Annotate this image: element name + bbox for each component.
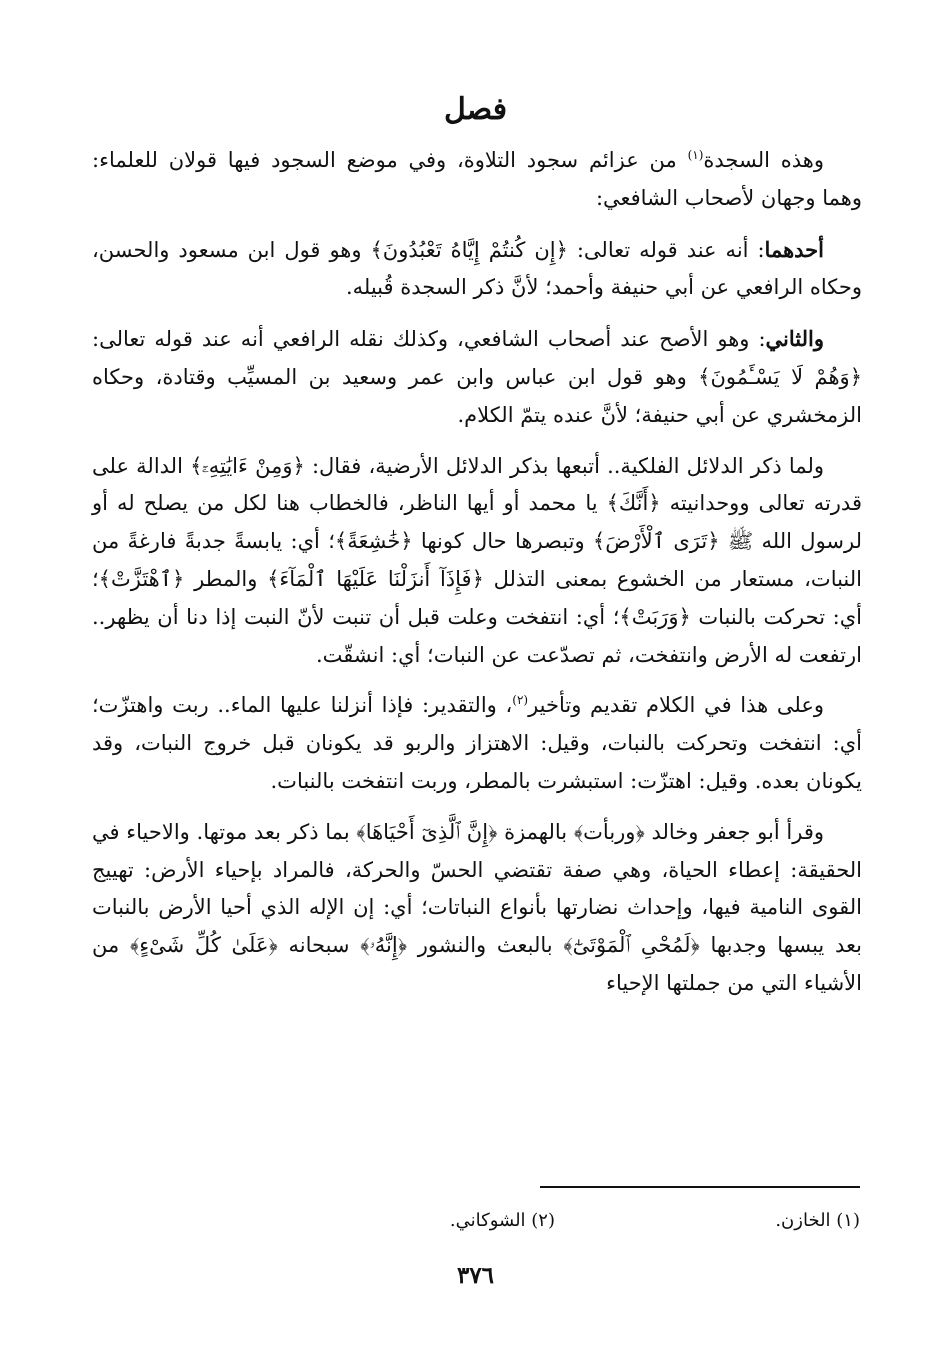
paragraph-1-text-b: من عزائم سجود التلاوة، وفي موضع السجود فيها قولان للعلماء: وهما وجهان لأصحاب الشافعي:	[92, 148, 862, 210]
page-number: ٣٧٦	[456, 1262, 495, 1289]
paragraph-2-lead: أحدهما	[764, 236, 824, 262]
section-title: فصل	[443, 92, 508, 127]
footnote-divider	[540, 1186, 860, 1188]
footnote-2: (٢) الشوكاني.	[449, 1210, 555, 1231]
main-text	[92, 142, 862, 1016]
paragraph-1-text-a: وهذه السجدة	[703, 148, 824, 172]
paragraph-5-text-a: وعلى هذا في الكلام تقديم وتأخير	[528, 693, 824, 718]
paragraph-1	[92, 142, 862, 218]
paragraph-4: ولما ذكر الدلائل الفلكية.. أتبعها بذكر الدلائل الأرضية، فقال: ﴿وَمِنْ ءَايَٰتِهِۦٓ﴾ الدالة على قدرته تعالى ووحدانيته ﴿أَنَّكَ﴾ يا محمد أو أيها الناظر، فالخطاب هنا لكل من يصلح له أو لرسول الله ﷺ ﴿تَرَى ٱلْأَرْضَ﴾ وتبصرها حال كونها ﴿خَٰشِعَةً﴾؛ أي: يابسةً جدبةً فارغةً من النبات، مستعار من الخشوع بمعنى التذلل ﴿فَإِذَآ أَنزَلْنَا عَلَيْهَا ٱلْمَآءَ﴾ والمطر ﴿ٱهْتَزَّتْ﴾؛ أي: تحركت بالنبات ﴿وَرَبَتْ﴾؛ أي: انتفخت وعلت قبل أن تنبت لأنّ النبت إذا دنا أن يظهر.. ارتفعت له الأرض وانتفخت، ثم تصدّعت عن النبات؛ أي: انشقّت.	[92, 453, 862, 667]
paragraph-3-lead: والثاني	[765, 326, 824, 352]
paragraph-6: وقرأ أبو جعفر وخالد ﴿وربأت﴾ بالهمزة ﴿إِنَّ ٱلَّذِىٓ أَحْيَاهَا﴾ بما ذكر بعد موتها. والاحياء في الحقيقة: إعطاء الحياة، وهي صفة تقتضي الحسّ والحركة، فالمراد بإحياء الأرض: تهييج القوى النامية فيها، وإحداث نضارتها بأنواع النباتات؛ أي: إن الإله الذي أحيا الأرض بالنبات بعد يبسها وجدبها ﴿لَمُحْىِ ٱلْمَوْتَىٰٓ﴾ بالبعث والنشور ﴿إِنَّهُۥ﴾ سبحانه ﴿عَلَىٰ كُلِّ شَىْءٍ﴾ من الأشياء التي من جملتها الإحياء	[92, 819, 862, 995]
footnote-ref-1: (١)	[687, 148, 704, 162]
footnote-ref-2: (٢)	[512, 693, 529, 708]
paragraph-2	[92, 231, 862, 308]
paragraph-3	[92, 320, 862, 434]
paragraph-5-text-b: ، والتقدير: فإذا أنزلنا عليها الماء.. ربت واهتزّت؛ أي: انتفخت وتحركت بالنبات، وقيل: الاهتزاز والربو قد يكونان قبل خروج النبات، وقد يكونان بعده. وقيل: اهتزّت: استبشرت بالمطر، وربت انتفخت بالنبات.	[92, 693, 862, 793]
paragraph-5	[92, 687, 862, 800]
paragraph-3-text: : وهو الأصح عند أصحاب الشافعي، وكذلك نقله الرافعي أنه عند قوله تعالى: ﴿وَهُمْ لَا يَسْـَٔمُونَ﴾ وهو قول ابن عباس وابن عمر وسعيد بن المسيِّب وقتادة، وحكاه الزمخشري عن أبي حنيفة؛ لأنَّ عنده يتمّ الكلام.	[92, 327, 862, 427]
footnote-1: (١) الخازن.	[775, 1210, 860, 1231]
paragraph-2-text: : أنه عند قوله تعالى: ﴿إِن كُنتُمْ إِيَّاهُ تَعْبُدُونَ﴾ وهو قول ابن مسعود والحسن، وحكاه الرافعي عن أبي حنيفة وأحمد؛ لأنَّ ذكر السجدة قُبيله.	[92, 237, 862, 300]
